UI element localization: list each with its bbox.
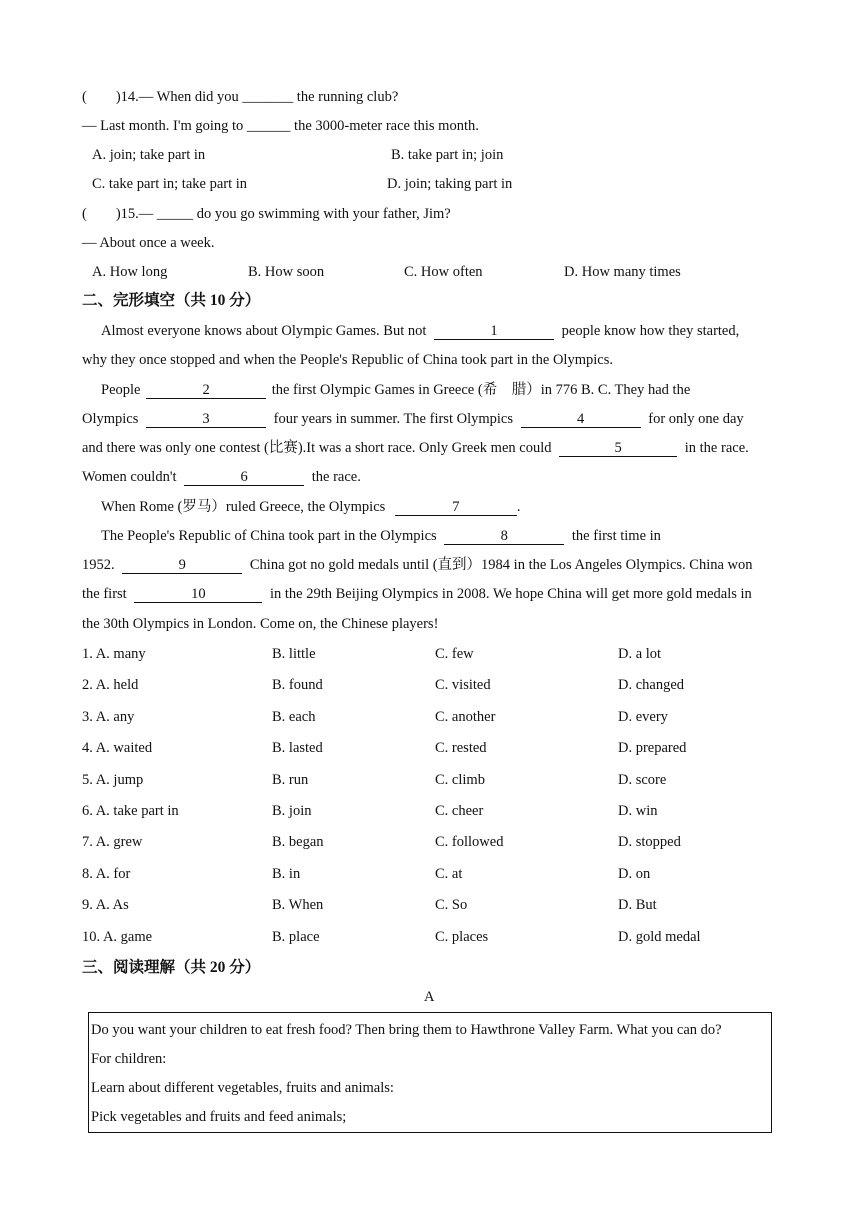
choice-9-b: B. When	[272, 897, 324, 913]
blank-1: 1	[434, 323, 554, 340]
choice-10-a: 10. A. game	[82, 929, 153, 945]
blank-10: 10	[134, 586, 262, 603]
choice-8-b: B. in	[272, 866, 301, 882]
q15-option-a: A. How long	[92, 264, 168, 280]
q14-option-d: D. join; taking part in	[387, 176, 513, 192]
passage-text: .	[516, 499, 521, 515]
question-15-reply: — About once a week.	[82, 235, 215, 251]
passage-text: and there was only one contest (比赛).It was a short race. Only Greek men could	[82, 440, 552, 456]
box-line: Pick vegetables and fruits and feed animals;	[91, 1109, 347, 1125]
passage-text: the first Olympic Games in Greece (希 腊）in 776 B. C. They had the	[271, 382, 691, 398]
passage-text: Olympics	[82, 411, 139, 427]
choice-7-c: C. followed	[435, 834, 504, 850]
choice-4-b: B. lasted	[272, 740, 323, 756]
q14-option-a: A. join; take part in	[92, 147, 206, 163]
passage-line	[101, 498, 521, 516]
choice-1-a: 1. A. many	[82, 646, 146, 662]
choice-2-a: 2. A. held	[82, 677, 139, 693]
choice-7-a: 7. A. grew	[82, 834, 143, 850]
q15-option-b: B. How soon	[248, 264, 325, 280]
question-14-reply: — Last month. I'm going to ______ the 3000-meter race this month.	[82, 118, 479, 134]
box-line: Learn about different vegetables, fruits and animals:	[91, 1080, 394, 1096]
choice-4-d: D. prepared	[618, 740, 687, 756]
choice-8-a: 8. A. for	[82, 866, 131, 882]
choice-7-d: D. stopped	[618, 834, 681, 850]
blank-5: 5	[559, 440, 677, 457]
choice-2-d: D. changed	[618, 677, 685, 693]
passage-line	[82, 439, 749, 457]
passage-line	[101, 322, 739, 340]
question-15-stem: ( )15.— _____ do you go swimming with your father, Jim?	[82, 206, 451, 222]
choice-2-b: B. found	[272, 677, 323, 693]
box-line: For children:	[91, 1051, 167, 1067]
choice-3-b: B. each	[272, 709, 316, 725]
choice-10-c: C. places	[435, 929, 489, 945]
choice-3-a: 3. A. any	[82, 709, 135, 725]
blank-7: 7	[395, 499, 517, 516]
passage-label: A	[424, 989, 435, 1005]
passage-line	[82, 468, 361, 486]
section-2-heading: 二、完形填空（共 10 分）	[82, 292, 261, 309]
passage-text: the first time in	[571, 528, 661, 544]
q14-option-c: C. take part in; take part in	[92, 176, 248, 192]
choice-9-a: 9. A. As	[82, 897, 129, 913]
choice-1-c: C. few	[435, 646, 474, 662]
choice-4-a: 4. A. waited	[82, 740, 153, 756]
choice-6-b: B. join	[272, 803, 312, 819]
passage-line: why they once stopped and when the People's Republic of China took part in the Olympics.	[82, 352, 613, 368]
blank-3: 3	[146, 411, 266, 428]
passage-text: China got no gold medals until (直到）1984 in the Los Angeles Olympics. China won	[249, 557, 753, 573]
q14-option-b: B. take part in; join	[391, 147, 504, 163]
blank-9: 9	[122, 557, 242, 574]
choice-7-b: B. began	[272, 834, 324, 850]
passage-text: people know how they started,	[561, 323, 740, 339]
section-3-heading: 三、阅读理解（共 20 分）	[82, 959, 261, 976]
choice-3-d: D. every	[618, 709, 668, 725]
passage-text: People	[101, 382, 141, 398]
choice-6-d: D. win	[618, 803, 658, 819]
passage-line	[101, 381, 690, 399]
blank-4: 4	[521, 411, 641, 428]
passage-line: the 30th Olympics in London. Come on, the Chinese players!	[82, 616, 439, 632]
passage-text: in the race.	[684, 440, 749, 456]
passage-text: the race.	[311, 469, 361, 485]
q15-option-c: C. How often	[404, 264, 483, 280]
blank-8: 8	[444, 528, 564, 545]
choice-9-d: D. But	[618, 897, 657, 913]
passage-text: the first	[82, 586, 127, 602]
choice-3-c: C. another	[435, 709, 496, 725]
choice-9-c: C. So	[435, 897, 468, 913]
choice-6-c: C. cheer	[435, 803, 484, 819]
choice-8-c: C. at	[435, 866, 463, 882]
passage-line	[82, 410, 744, 428]
passage-line	[82, 585, 752, 603]
passage-text: four years in summer. The first Olympics	[273, 411, 513, 427]
passage-line	[101, 527, 661, 545]
passage-text: in the 29th Beijing Olympics in 2008. We hope China will get more gold medals in	[269, 586, 752, 602]
question-14-stem: ( )14.— When did you _______ the running club?	[82, 89, 399, 105]
choice-10-b: B. place	[272, 929, 320, 945]
choice-8-d: D. on	[618, 866, 651, 882]
blank-2: 2	[146, 382, 266, 399]
passage-line	[82, 556, 753, 574]
box-line: Do you want your children to eat fresh food? Then bring them to Hawthrone Valley Farm. What you can do?	[91, 1022, 722, 1038]
choice-5-b: B. run	[272, 772, 309, 788]
passage-text: 1952.	[82, 557, 115, 573]
choice-1-d: D. a lot	[618, 646, 662, 662]
passage-text: for only one day	[648, 411, 744, 427]
choice-6-a: 6. A. take part in	[82, 803, 179, 819]
passage-text: When Rome (罗马）ruled Greece, the Olympics	[101, 499, 386, 515]
blank-6: 6	[184, 469, 304, 486]
choice-4-c: C. rested	[435, 740, 487, 756]
choice-2-c: C. visited	[435, 677, 491, 693]
reading-passage-box	[88, 1012, 772, 1133]
passage-text: Women couldn't	[82, 469, 177, 485]
choice-10-d: D. gold medal	[618, 929, 701, 945]
choice-5-a: 5. A. jump	[82, 772, 144, 788]
passage-text: Almost everyone knows about Olympic Games. But not	[101, 323, 427, 339]
passage-text: The People's Republic of China took part in the Olympics	[101, 528, 437, 544]
q15-option-d: D. How many times	[564, 264, 681, 280]
choice-1-b: B. little	[272, 646, 316, 662]
choice-5-c: C. climb	[435, 772, 485, 788]
choice-5-d: D. score	[618, 772, 667, 788]
